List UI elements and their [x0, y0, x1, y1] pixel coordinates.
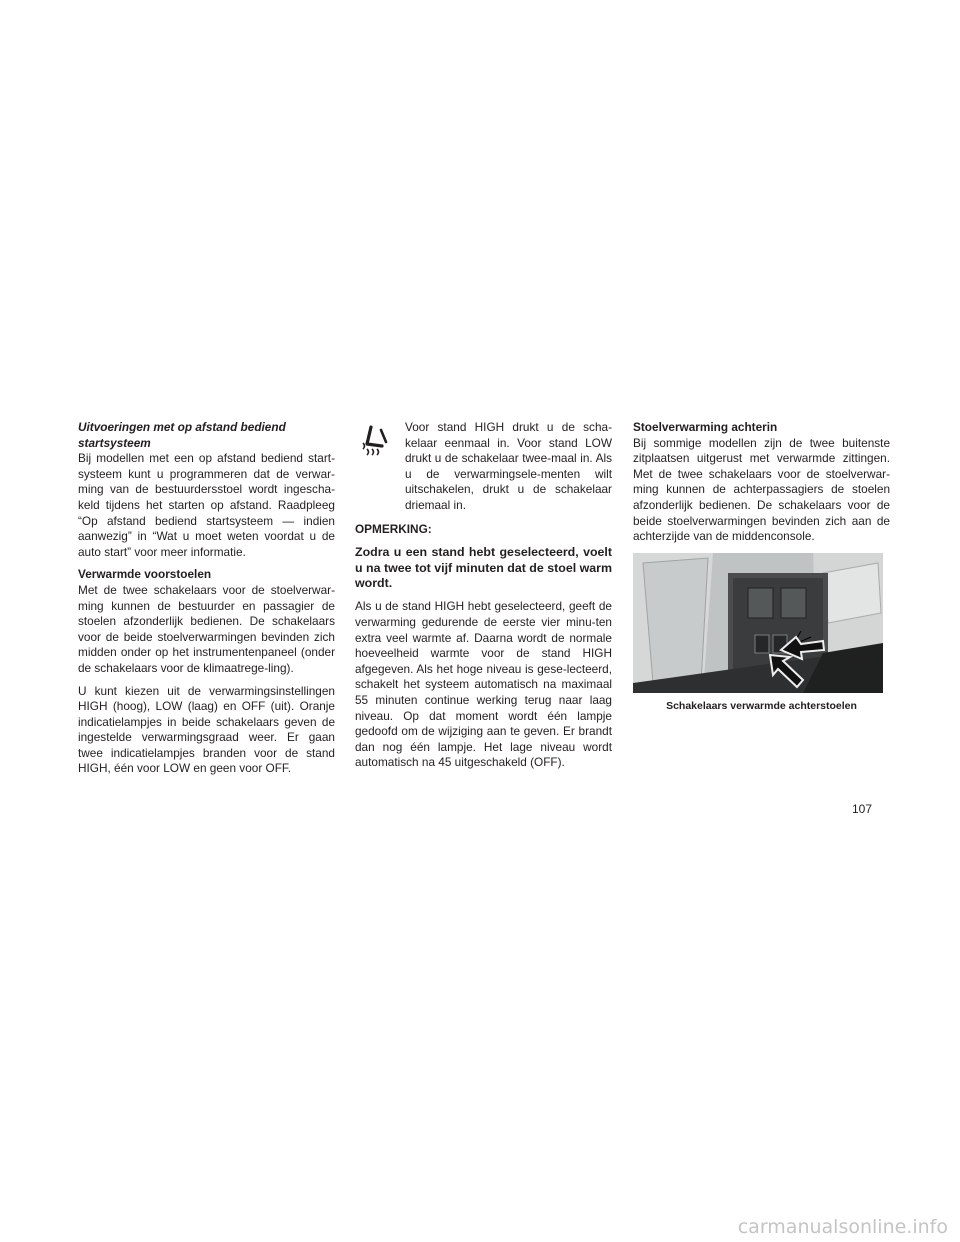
paragraph-heat-settings: U kunt kiezen uit de verwarmingsinstellingen HIGH (hoog), LOW (laag) en OFF (uit). Oranje indicatielampjes in beide schakelaars geven de ingestelde verwarmingsgraad weer. Er gaan twee indicatielampjes branden voor de stand HIGH, één voor LOW en geen voor OFF. [78, 683, 335, 776]
column-right [633, 420, 890, 714]
paragraph-front-seat-switches: Met de twee schakelaars voor de stoelverwar-ming kunnen de bestuurder en passagier de stoelen afzonderlijk bedienen. De schakelaars voor de beide stoelverwarmingen bevinden zich midden onder op het instrumentenpaneel (onder de schakelaars voor de klimaatrege-ling). [78, 582, 335, 675]
watermark: carmanualsonline.info [737, 1216, 948, 1238]
paragraph-rear-seat-switches: Bij sommige modellen zijn de twee buitenste zitplaatsen uitgerust met verwarmde zittingen. Met de twee schakelaars voor de stoelverwar-ming kunnen de achterpassagiers de stoelen afzonderlijk bedienen. De schakelaars voor de beide stoelverwarmingen bevinden zich aan de achterzijde van de middenconsole. [633, 435, 890, 544]
photo-caption: Schakelaars verwarmde achterstoelen [666, 699, 857, 712]
note-text: Zodra u een stand hebt geselecteerd, voelt u na twee tot vijf minuten dat de stoel warm wordt. [355, 545, 612, 590]
column-left [78, 420, 335, 784]
column-middle [355, 420, 612, 778]
note-label: OPMERKING: [355, 521, 432, 536]
paragraph-switch-presses: Voor stand HIGH drukt u de scha-kelaar eenmaal in. Voor stand LOW drukt u de schakelaar twee-maal in. Als u de verwarmingsele-menten wilt uitschakelen, drukt u de schakelaar driemaal in. [405, 420, 612, 512]
page-number: 107 [852, 802, 873, 816]
paragraph-high-level-timing: Als u de stand HIGH hebt geselecteerd, geeft de verwarming gedurende de eerste vier minu-ten extra veel warmte af. Daarna wordt de normale hoeveelheid warmte voor de stand HIGH afgegeven. Als het hoge niveau is gese-lecteerd, schakelt het systeem automatisch na maximaal 55 minuten continue werking terug naar laag niveau. Op dat moment wordt één lampje gedoofd om de wijziging aan te geven. Er brandt dan nog één lampje. Het lage niveau wordt automatisch na 45 uitgeschakeld (OFF). [355, 599, 612, 770]
photo-code: 030909669 [844, 657, 875, 664]
heading-remote-start: Uitvoeringen met op afstand bediend startsysteem [78, 420, 286, 450]
icon-paragraph-block [355, 420, 612, 514]
heading-rear-heated-seats: Stoelverwarming achterin [633, 420, 778, 434]
rear-seat-switches-photo [633, 553, 883, 693]
paragraph-remote-start: Bij modellen met een op afstand bediend start-systeem kunt u programmeren dat de verwar-ming van de bestuurdersstoel wordt ingescha-keld tijdens het starten op afstand. Raadpleeg “Op afstand bediend startsysteem — indien aanwezig” in “Wat u moet weten voordat u de auto start” voor meer informatie. [78, 451, 335, 559]
heated-seat-icon [355, 420, 405, 463]
heading-front-heated-seats: Verwarmde voorstoelen [78, 567, 212, 582]
